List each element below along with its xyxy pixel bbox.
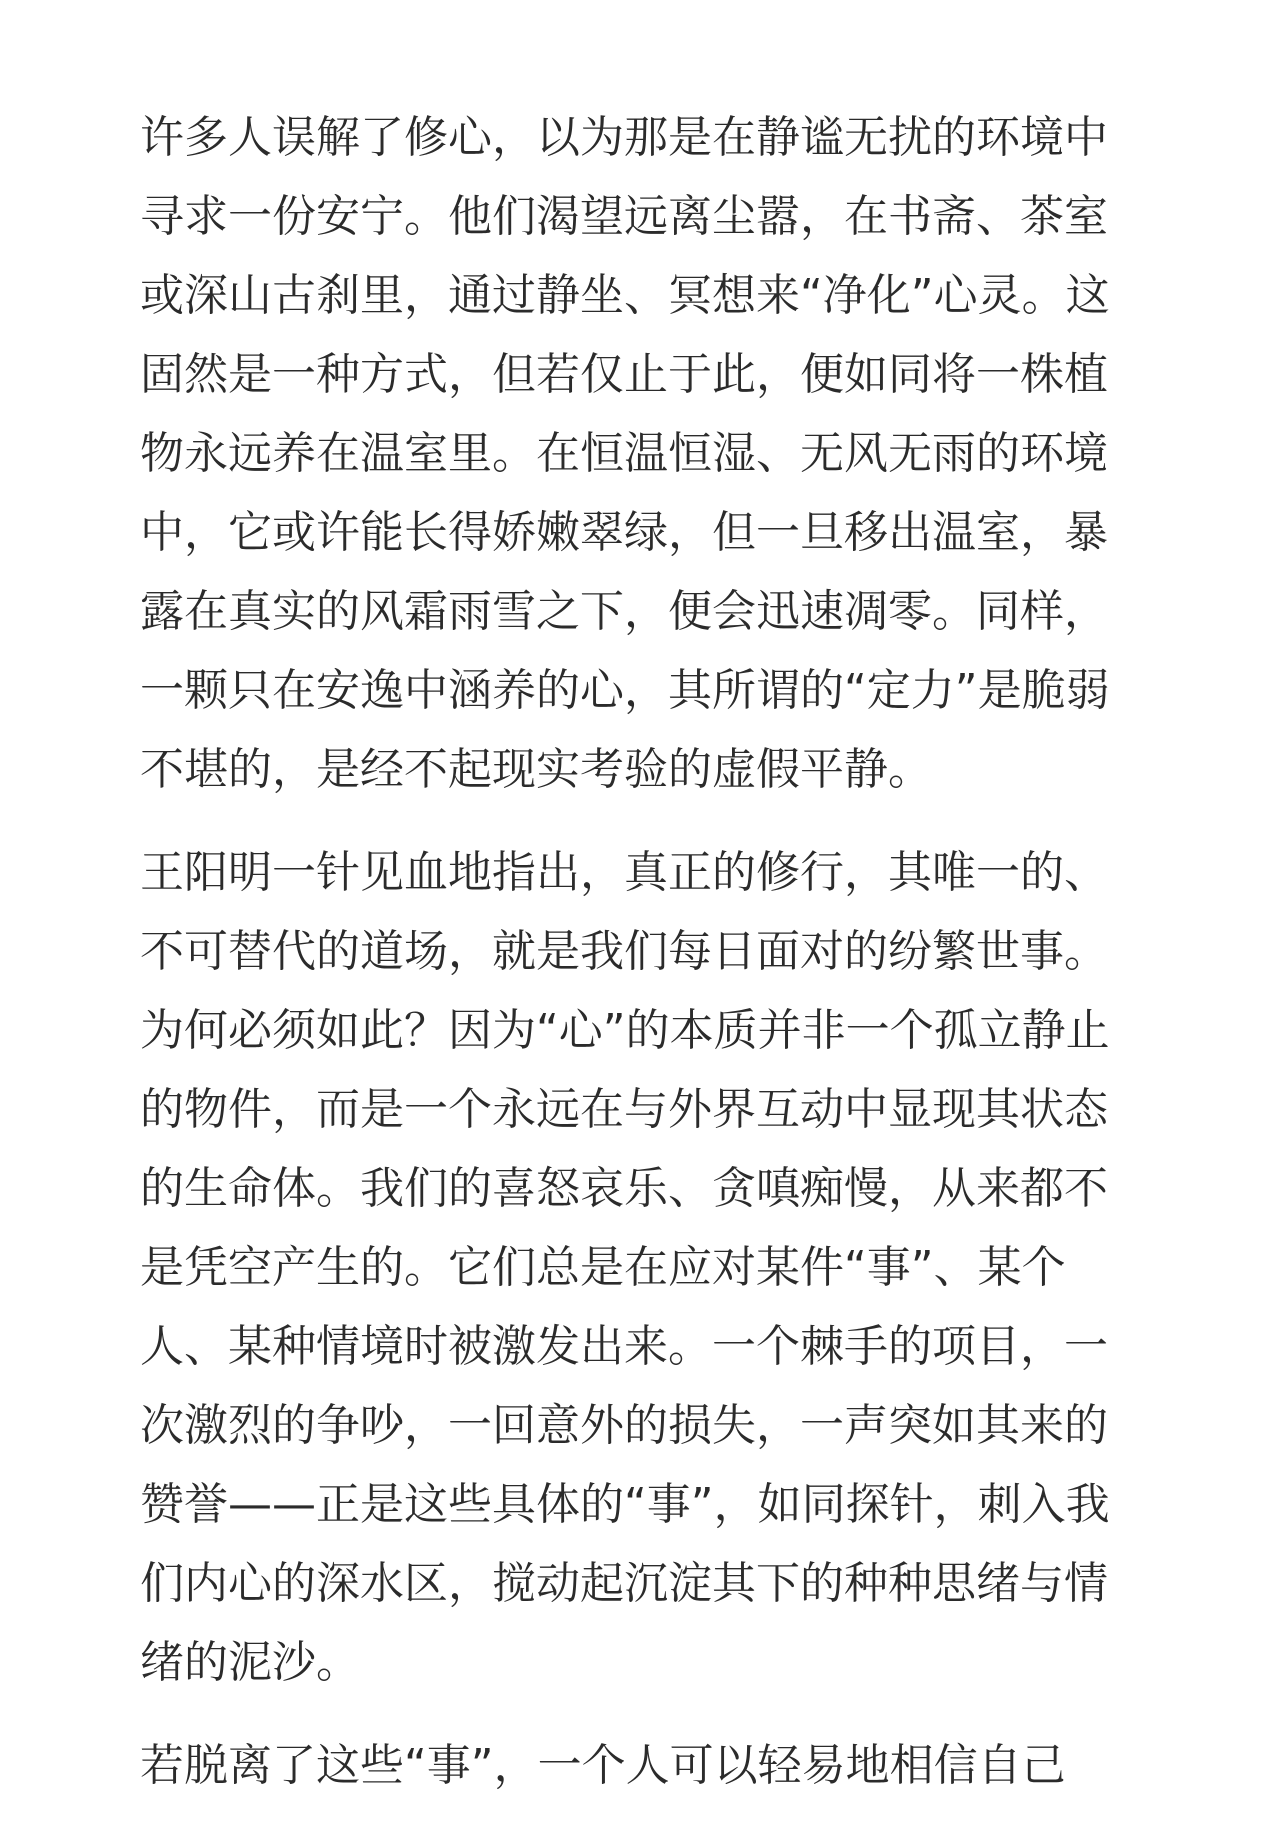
paragraph-1: 许多人误解了修心，以为那是在静谧无扰的环境中寻求一份安宁。他们渴望远离尘嚣，在书斋、茶室或深山古刹里，通过静坐、冥想来“净化”心灵。这固然是一种方式，但若仅止于此，便如同将一株植物永远养在温室里。在恒温恒湿、无风无雨的环境中，它或许能长得娇嫩翠绿，但一旦移出温室，暴露在真实的风霜雨雪之下，便会迅速凋零。同样，一颗只在安逸中涵养的心，其所谓的“定力”是脆弱不堪的，是经不起现实考验的虚假平静。: [140, 112, 1110, 795]
paragraph-2: 王阳明一针见血地指出，真正的修行，其唯一的、不可替代的道场，就是我们每日面对的纷繁世事。为何必须如此？因为“心”的本质并非一个孤立静止的物件，而是一个永远在与外界互动中显现其状态的生命体。我们的喜怒哀乐、贪嗔痴慢，从来都不是凭空产生的。它们总是在应对某件“事”、某个人、某种情境时被激发出来。一个棘手的项目，一次激烈的争吵，一回意外的损失，一声突如其来的赞誉——正是这些具体的“事”，如同探针，刺入我们内心的深水区，搅动起沉淀其下的种种思绪与情绪的泥沙。: [140, 847, 1110, 1688]
paragraph-3: 若脱离了这些“事”，一个人可以轻易地相信自己: [140, 1740, 1066, 1791]
article-body: [140, 98, 1132, 1829]
